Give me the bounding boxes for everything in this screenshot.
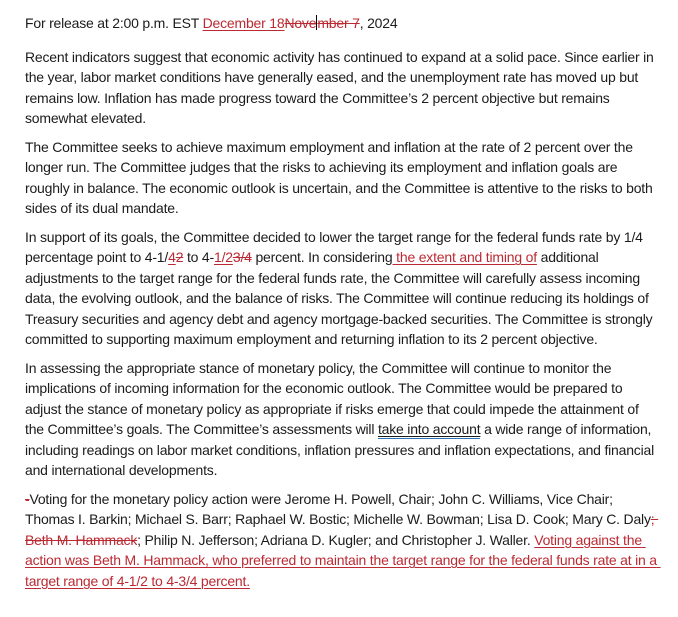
paragraph-monitoring — [25, 358, 658, 481]
inserted-text-run: 4 — [168, 249, 176, 265]
deleted-text-run: 2 — [175, 249, 184, 265]
paragraph-economic-activity — [25, 47, 658, 129]
text-run: Recent indicators suggest that economic activity has continued to expand at a solid pace. Since earlier in the year, labor market conditions have generally eased, and the unemployment rate has moved up but remains low. Inflation has made progress toward the Committee’s 2 percent objective but remains somewhat elevated. — [25, 48, 658, 126]
deleted-text-run: mber 7 — [317, 15, 360, 31]
inserted-text-run: 1/2 — [214, 249, 233, 265]
text-run: to 4- — [183, 249, 214, 265]
text-run: additional adjustments to the target range for the federal funds rate, the Committee will carefully assess incoming data, the evolving outlook, and the balance of risks. The Committee will continue reducing its holdings of Treasury securities and agency debt and agency mortgage-backed securities. The Committee is strongly committed to supporting maximum employment and returning inflation to its 2 percent objective. — [25, 249, 657, 347]
deleted-text-run: 3/4 — [232, 249, 252, 265]
document-body — [25, 13, 661, 591]
text-run: The Committee seeks to achieve maximum employment and inflation at the rate of 2 percent over the longer run. The Committee judges that the risks to achieving its employment and inflation goals are roughly in balance. The economic outlook is uncertain, and the Committee is attentive to the risks to both sides of its dual mandate. — [25, 138, 657, 216]
inserted-text-run: December 18 — [202, 15, 285, 31]
text-run: For release at 2:00 p.m. EST — [25, 15, 203, 31]
text-run: ; Philip N. Jefferson; Adriana D. Kugler; and Christopher J. Waller. — [137, 531, 535, 548]
deleted-text-run: ; Beth M. Hammack — [25, 511, 659, 548]
text-run: percent. In considering — [251, 249, 393, 265]
deleted-text-run: - — [25, 490, 30, 507]
deleted-text-run: Nove — [284, 15, 317, 31]
text-run: In support of its goals, the Committee decided to lower the target range for the federal funds rate by 1/4 percentage point to 4-1/ — [25, 228, 647, 265]
release-line — [25, 13, 658, 34]
inserted-text-run: the extent and timing of — [392, 249, 537, 265]
text-run: , 2024 — [359, 15, 398, 31]
text-run: a wide range of information, including readings on labor market conditions, inflation pressures and inflation expectations, and financial and international developments. — [25, 421, 658, 478]
paragraph-voting — [25, 489, 661, 592]
format-changed-text-run: take into account — [377, 421, 481, 437]
text-run: Voting for the monetary policy action were Jerome H. Powell, Chair; John C. Williams, Vice Chair; Thomas I. Barkin; Michael S. Barr; Raphael W. Bostic; Michelle W. Bowman; Lisa D. Cook; Mary C. Daly — [25, 490, 651, 527]
inserted-text-run: Voting against the action was Beth M. Hammack, who preferred to maintain the target range for the federal funds rate at in a target range of 4-1/2 to 4-3/4 percent. — [25, 531, 661, 589]
paragraph-goals — [25, 137, 658, 219]
paragraph-policy-decision — [25, 227, 658, 350]
text-run: In assessing the appropriate stance of monetary policy, the Committee will continue to monitor the implications of incoming information for the economic outlook. The Committee would be prepared to adjust the stance of monetary policy as appropriate if risks emerge that could impede the attainment of the Committee’s goals. The Committee’s assessments will — [25, 359, 643, 437]
